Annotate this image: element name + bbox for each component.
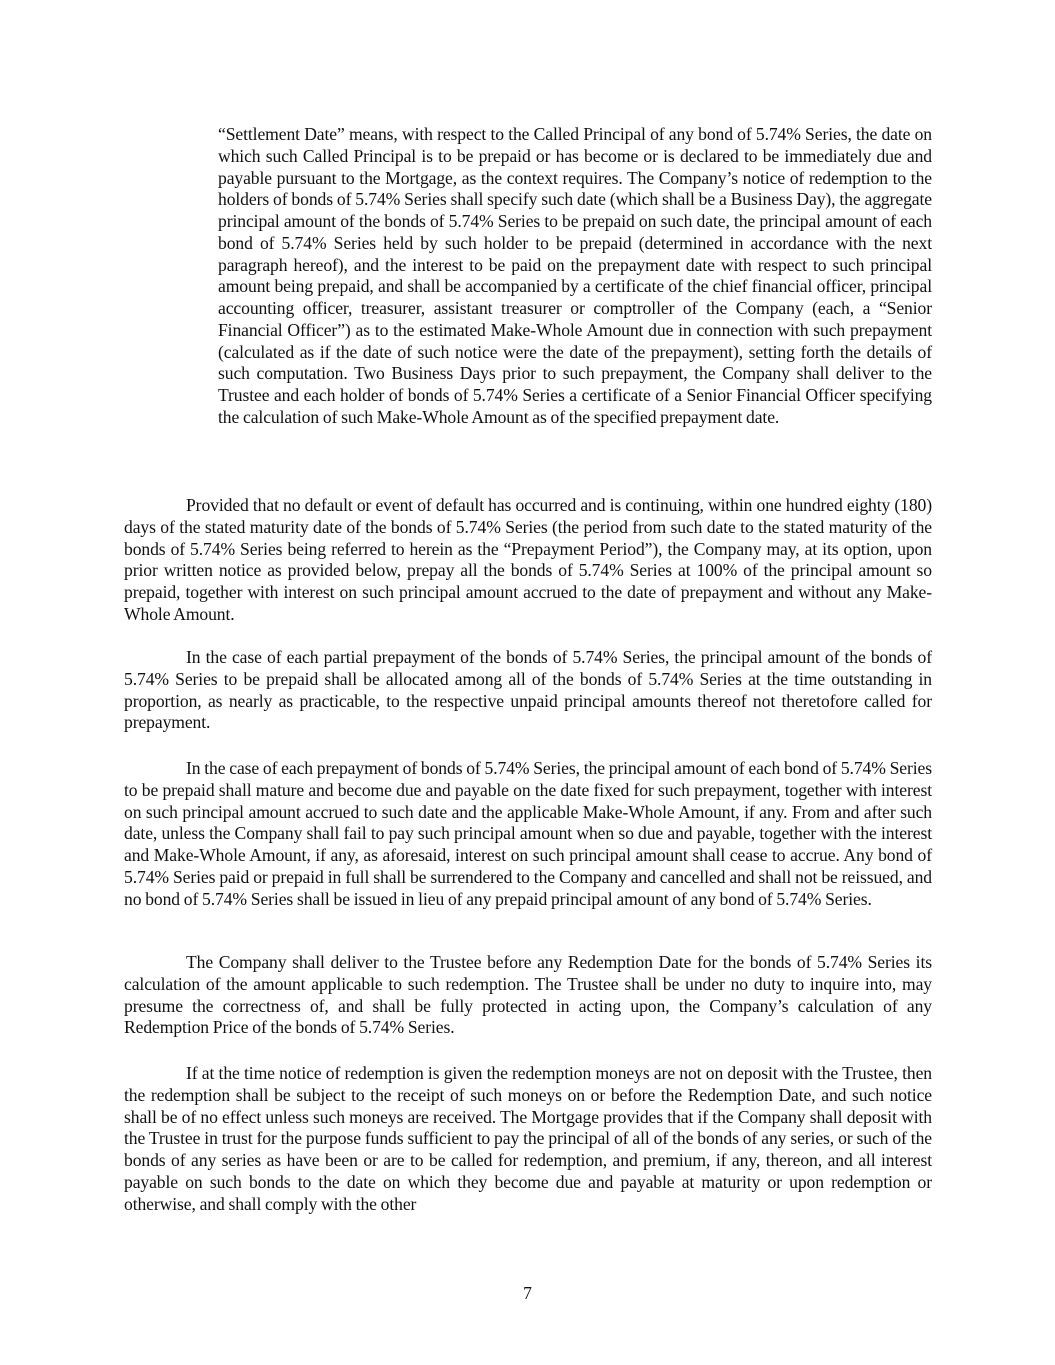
partial-prepayment-paragraph: In the case of each partial prepayment of the bonds of 5.74% Series, the principal amount of the bonds of 5.74% Series to be prepaid shall be allocated among all of the bonds of 5.74% Series at the time outstanding in proportion, as nearly as practicable, to the respective unpaid principal amounts thereof not theretofore called for prepayment. [124,647,932,733]
prepayment-period-paragraph: Provided that no default or event of default has occurred and is continuing, within one hundred eighty (180) days of the stated maturity date of the bonds of 5.74% Series (the period from such date to the stated maturity of the bonds of 5.74% Series being referred to herein as the “Prepayment Period”), the Company may, at its option, upon prior written notice as provided below, prepay all the bonds of 5.74% Series at 100% of the principal amount so prepaid, together with interest on such principal amount accrued to the date of prepayment and without any Make-Whole Amount. [124,495,932,624]
settlement-date-definition-paragraph: “Settlement Date” means, with respect to the Called Principal of any bond of 5.74% Series, the date on which such Called Principal is to be prepaid or has become or is declared to be immediately due and payable pursuant to the Mortgage, as the context requires. The Company’s notice of redemption to the holders of bonds of 5.74% Series shall specify such date (which shall be a Business Day), the aggregate principal amount of the bonds of 5.74% Series to be prepaid on such date, the principal amount of each bond of 5.74% Series held by such holder to be prepaid (determined in accordance with the next paragraph hereof), and the interest to be paid on the prepayment date with respect to such principal amount being prepaid, and shall be accompanied by a certificate of the chief financial officer, principal accounting officer, treasurer, assistant treasurer or comptroller of the Company (each, a “Senior Financial Officer”) as to the estimated Make-Whole Amount due in connection with such prepayment (calculated as if the date of such notice were the date of the prepayment), setting forth the details of such computation. Two Business Days prior to such prepayment, the Company shall deliver to the Trustee and each holder of bonds of 5.74% Series a certificate of a Senior Financial Officer specifying the calculation of such Make-Whole Amount as of the specified prepayment date. [218,124,932,427]
redemption-calculation-paragraph: The Company shall deliver to the Trustee before any Redemption Date for the bonds of 5.74% Series its calculation of the amount applicable to such redemption. The Trustee shall be under no duty to inquire into, may presume the correctness of, and shall be fully protected in acting upon, the Company’s calculation of any Redemption Price of the bonds of 5.74% Series. [124,952,932,1038]
page-number: 7 [523,1283,532,1303]
redemption-moneys-paragraph: If at the time notice of redemption is given the redemption moneys are not on deposit with the Trustee, then the redemption shall be subject to the receipt of such moneys on or before the Redemption Date, and such notice shall be of no effect unless such moneys are received. The Mortgage provides that if the Company shall deposit with the Trustee in trust for the purpose funds sufficient to pay the principal of all of the bonds of any series, or such of the bonds of any series as have been or are to be called for redemption, and premium, if any, thereon, and all interest payable on such bonds to the date on which they become due and payable at maturity or upon redemption or otherwise, and shall comply with the other [124,1063,932,1214]
maturity-on-prepayment-paragraph: In the case of each prepayment of bonds of 5.74% Series, the principal amount of each bond of 5.74% Series to be prepaid shall mature and become due and payable on the date fixed for such prepayment, together with interest on such principal amount accrued to such date and the applicable Make-Whole Amount, if any. From and after such date, unless the Company shall fail to pay such principal amount when so due and payable, together with the interest and Make-Whole Amount, if any, as aforesaid, interest on such principal amount shall cease to accrue. Any bond of 5.74% Series paid or prepaid in full shall be surrendered to the Company and cancelled and shall not be reissued, and no bond of 5.74% Series shall be issued in lieu of any prepaid principal amount of any bond of 5.74% Series. [124,758,932,909]
